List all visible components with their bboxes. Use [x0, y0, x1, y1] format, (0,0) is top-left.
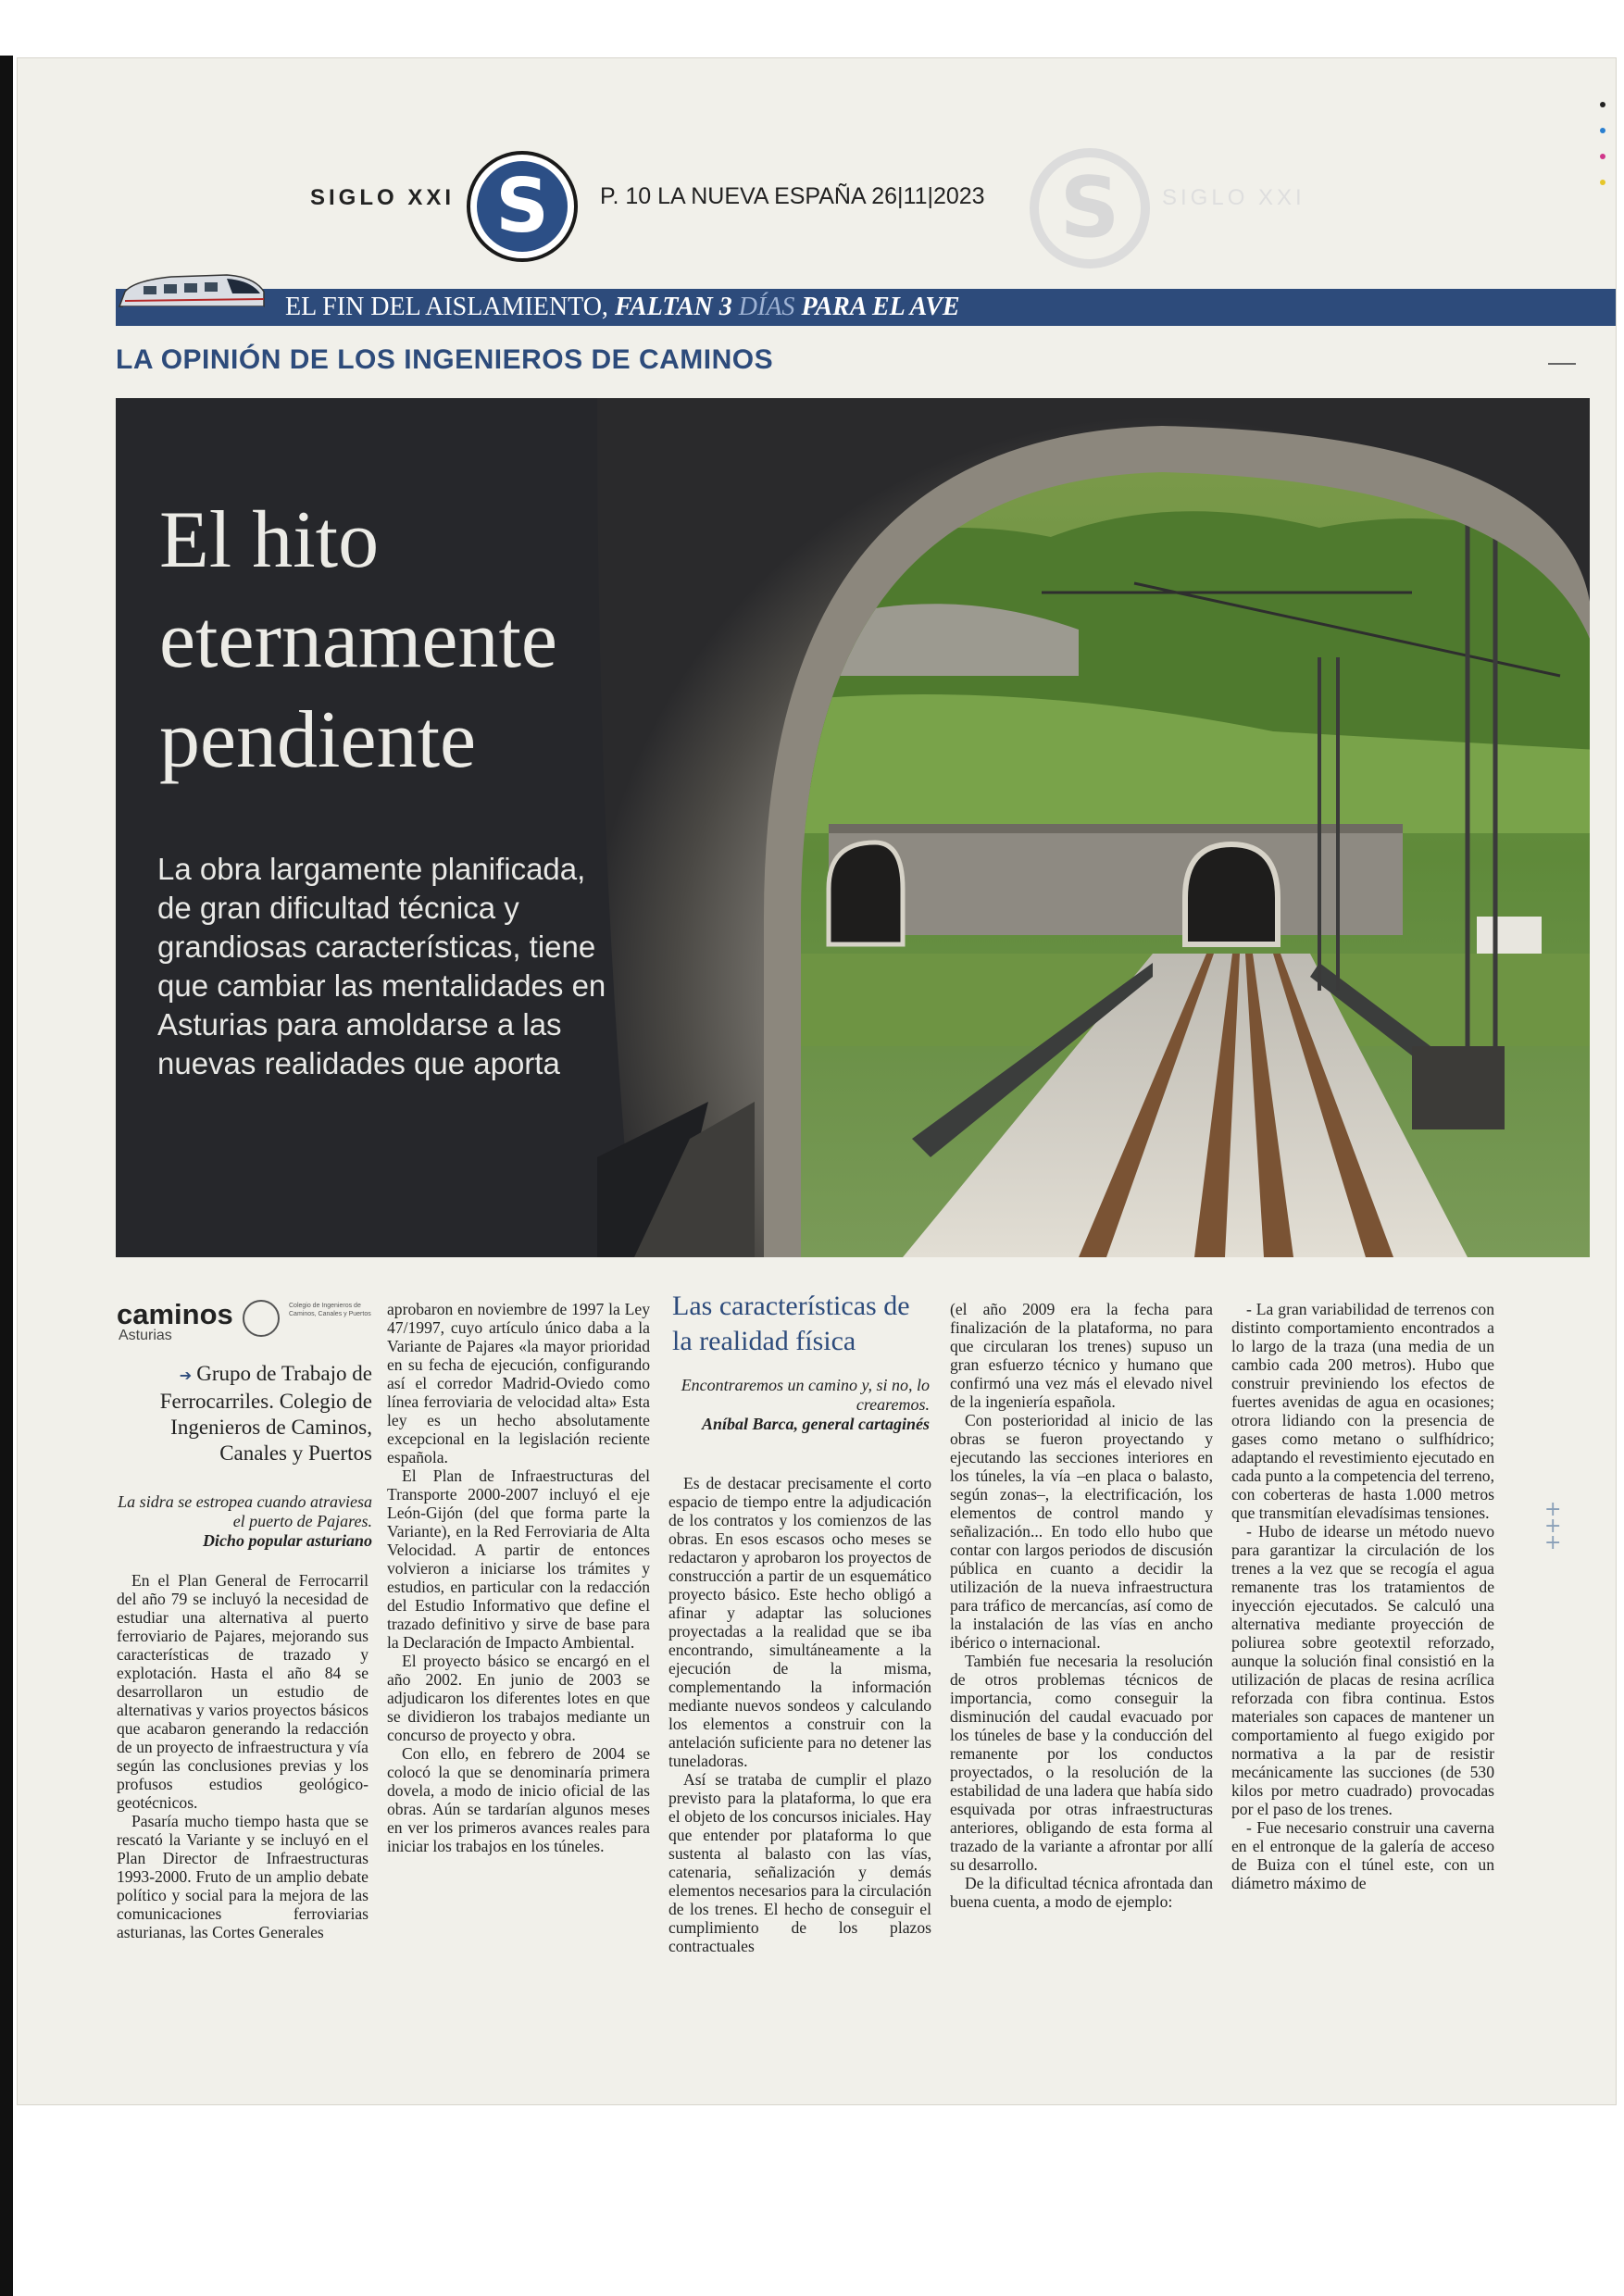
section-logo-letter: S [477, 161, 568, 252]
subheading: Las características de la realidad física [672, 1291, 910, 1356]
section-title: LA OPINIÓN DE LOS INGENIEROS DE CAMINOS [116, 344, 774, 375]
headline-line-3: pendiente [159, 695, 477, 785]
paragraph: El Plan de Infraestructuras del Transporte 2000-2007 incluyó el eje León-Gijón (del que forma parte la Variante), en la Red Ferroviaria de Alta Velocidad. A partir de entonces volvieron a iniciarse los trámites y estudios, en particular con la redacción del Estudio Informativo que define el trazado definitivo y sirve de base para la Declaración de Impacto Ambiental. [387, 1466, 650, 1652]
paragraph: Pasaría mucho tiempo hasta que se rescató la Variante y se incluyó en el Plan Director de Infraestructuras 1993-2000. Fruto de un amplio debate político y social para la mejora de las comunicaciones ferroviarias asturianas, las Cortes Generales [117, 1812, 369, 1941]
headline-line-1: El hito [159, 495, 380, 585]
author-credit [117, 1361, 372, 1466]
registration-crosses: + + + [1544, 1498, 1562, 1554]
series-title-part2: FALTAN 3 [614, 293, 739, 321]
epigraph-text: Encontraremos un camino y, si no, lo crearemos. [681, 1376, 930, 1414]
paragraph: aprobaron en noviembre de 1997 la Ley 47/1997, cuyo artículo único daba a la Variante de Pajares «la mayor prioridad en su fecha de ejecución, configurando así el corredor Madrid-Oviedo como línea ferroviaria de velocidad alta» Esta ley es un hecho absolutamente excepcional en la legislación reciente española. [387, 1300, 650, 1466]
paragraph: Así se trataba de cumplir el plazo previsto para la plataforma, lo que era el objeto de los concursos iniciales. Hay que entender por plataforma lo que sustenta al balasto con las vías, catenaria, señalización y demás elementos necesarios para la circulación de los trenes. El hecho de conseguir el cumplimiento de los plazos contractuales [668, 1770, 931, 1955]
paragraph: - La gran variabilidad de terrenos con distinto comportamiento encontrados a lo largo de la traza (una media de un cambio cada 200 metros). Hubo que construir previniendo los efectos de fuertes avenidas de agua en ocasiones; otrora lidiando con la presencia de gases como metano o sulfhídrico; adaptando el revestimiento ejecutado en cada punto a la competencia del terreno, con coberteras de hasta 1.000 metros que transmitían elevadísimas tensiones. [1231, 1300, 1494, 1522]
color-registration-marks [1600, 102, 1605, 206]
quote-attribution: Dicho popular asturiano [202, 1531, 372, 1550]
paragraph: Con posterioridad al inicio de las obras se fueron proyectando y ejecutando las secciones interiores en los túneles, la vía –en placa o balasto, según zonas–, la electrificación, los elementos de control mando y señalización... En todo ello hubo que contar con largos periodos de discusión pública en cuanto a decidir la utilización de la nueva infraestructura para tráfico de mercancías, así como de la instalación de las vías en ancho ibérico o internacional. [950, 1411, 1213, 1652]
paragraph: - Hubo de idearse un método nuevo para garantizar la circulación de los trenes a la vez que se recogía el agua remanente tras los tratamientos de inyección ejecutados. Se calculó una alternativa mediante proyección de poliurea sobre geotextil reforzado, aunque la solución final consistió en la utilización de placas de resina acrílica reforzada con fibra continua. Estos materiales son capaces de mantener un comportamiento al fuego exigido por normativa a la par de resistir mecánicamente las succiones (de 530 kilos por metro cuadrado) provocadas por el paso de los trenes. [1231, 1522, 1494, 1818]
train-icon [116, 264, 269, 321]
body-column-1 [117, 1571, 369, 1941]
headline [159, 491, 715, 791]
series-title-part1: EL FIN DEL AISLAMIENTO, [285, 293, 615, 321]
show-through-logo: S [1030, 148, 1150, 268]
scan-top-margin [0, 0, 1624, 9]
page-reference: P. 10 LA NUEVA ESPAÑA 26|11|2023 [600, 183, 985, 209]
show-through-text: SIGLO XXI [1162, 185, 1305, 210]
series-title-part4: PARA EL AVE [801, 293, 960, 321]
caminos-logo-region: Asturias [119, 1328, 172, 1343]
section-logo [467, 151, 578, 262]
epigraph [672, 1376, 930, 1434]
standfirst: La obra largamente planificada, de gran dificultad técnica y grandiosas características, tiene que cambiar las mentalidades en Asturias para amoldarse a las nuevas realidades que aporta [157, 852, 606, 1080]
college-seal-caption: Colegio de Ingenieros de Caminos, Canales y Puertos [289, 1303, 371, 1317]
paragraph: - Fue necesario construir una caverna en el entronque de la galería de acceso de Buiza con el túnel este, con un diámetro máximo de [1231, 1818, 1494, 1892]
quote-text: La sidra se estropea cuando atraviesa el puerto de Pajares. [118, 1492, 372, 1530]
paragraph: El proyecto básico se encargó en el año 2002. En junio de 2003 se adjudicaron los diferentes lotes en que se dividieron los trabajos mediante un concurso de proyecto y obra. [387, 1652, 650, 1744]
paragraph: Con ello, en febrero de 2004 se colocó la que se denominaría primera dovela, a modo de inicio oficial de las obras. Aún se tardarían algunos meses en ver los primeros avances reales para iniciar los trabajos en los túneles. [387, 1744, 650, 1855]
college-seal-icon [243, 1300, 280, 1337]
arrow-icon: ➔ [179, 1366, 197, 1384]
section-rule [1548, 363, 1576, 365]
body-column-3 [668, 1474, 931, 1955]
paragraph: De la dificultad técnica afrontada dan buena cuenta, a modo de ejemplo: [950, 1874, 1213, 1911]
caminos-logo: caminos [117, 1298, 233, 1330]
opening-quote [117, 1492, 372, 1551]
paragraph: En el Plan General de Ferrocarril del año 79 se incluyó la necesidad de estudiar una alternativa al puerto ferroviario de Pajares, mejorando sus características de trazado y explotación. Hasta el año 84 se desarrollaron un estudio de alternativas y varios proyectos básicos que acabaron generando la redacción de un proyecto de infraestructura y vía según las conclusiones previas y los profusos estudios geológico-geotécnicos. [117, 1571, 369, 1812]
paragraph: También fue necesaria la resolución de otros problemas técnicos de importancia, como conseguir la disminución del caudal evacuado por los túneles de base y la conducción del remanente por los conductos proyectados, o la resolución de la estabilidad de una ladera que había sido esquivada por otras infraestructuras anteriores, obligando de esta forma al trazado de la variante a afrontar por allí su desarrollo. [950, 1652, 1213, 1874]
body-column-4 [950, 1300, 1213, 1911]
section-label: SIGLO XXI [310, 185, 456, 210]
body-column-2 [387, 1300, 650, 1855]
headline-line-2: eternamente [159, 595, 557, 685]
scan-left-edge [0, 56, 13, 2296]
author-text: Grupo de Trabajo de Ferrocarriles. Colegio de Ingenieros de Caminos, Canales y Puertos [159, 1362, 372, 1465]
paragraph: (el año 2009 era la fecha para finalización de la plataforma, no para que circularan los trenes) supuso un gran esfuerzo técnico y humano que confirmó una vez más el elevado nivel de la ingeniería española. [950, 1300, 1213, 1411]
body-column-5 [1231, 1300, 1494, 1892]
series-title [285, 290, 960, 325]
paragraph: Es de destacar precisamente el corto espacio de tiempo entre la adjudicación de los contratos y los comienzos de las obras. En esos escasos ocho meses se redactaron y aprobaron los proyectos de construcción a partir de un esquemático proyecto básico. Este hecho obligó a afinar y adaptar las soluciones proyectadas a la realidad que se iba encontrando, simultáneamente a la ejecución de la misma, complementando la información mediante nuevos sondeos y calculando los elementos a construir con la antelación suficiente para no detener las tuneladoras. [668, 1474, 931, 1770]
series-title-part3: DÍAS [738, 293, 802, 321]
epigraph-attribution: Aníbal Barca, general cartaginés [701, 1415, 930, 1433]
